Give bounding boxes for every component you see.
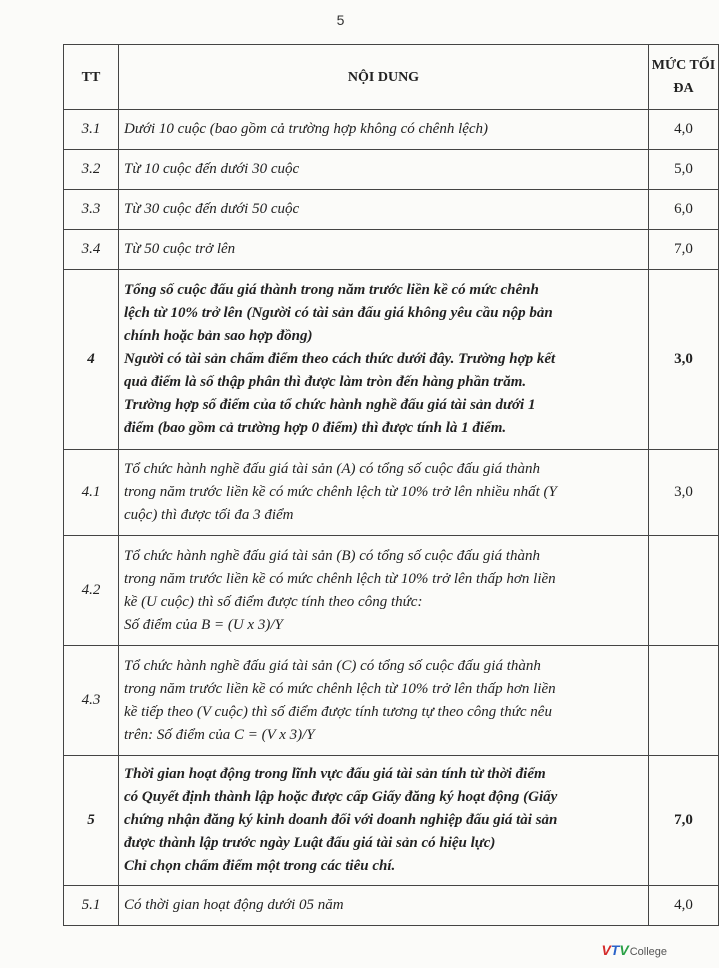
row-max-score: 7,0	[649, 756, 719, 886]
row-content	[119, 270, 649, 450]
row-number: 5	[64, 756, 119, 886]
header-tt: TT	[64, 45, 119, 110]
table-row	[64, 756, 719, 886]
row-content	[119, 536, 649, 646]
content-line: Có thời gian hoạt động dưới 05 năm	[124, 897, 344, 913]
row-number: 4.2	[64, 536, 119, 646]
table-header-row	[64, 45, 719, 110]
row-max-score: 3,0	[649, 450, 719, 536]
content-line: trong năm trước liền kề có mức chênh lệch từ 10% trở lên nhiều nhất (Y	[124, 484, 557, 500]
row-content	[119, 450, 649, 536]
content-line: Từ 50 cuộc trở lên	[124, 241, 236, 257]
logo-letter: V	[601, 942, 611, 958]
table-row	[64, 886, 719, 926]
row-number: 5.1	[64, 886, 119, 926]
header-max-score	[649, 45, 719, 110]
header-max-line2: ĐA	[673, 81, 694, 96]
row-number: 3.2	[64, 150, 119, 190]
table-row	[64, 230, 719, 270]
row-number: 4.3	[64, 646, 119, 756]
table-row	[64, 190, 719, 230]
content-line: Số điểm của B = (U x 3)/Y	[124, 616, 283, 633]
row-max-score: 4,0	[649, 886, 719, 926]
table-row	[64, 536, 719, 646]
content-line: Từ 10 cuộc đến dưới 30 cuộc	[124, 161, 300, 177]
row-content	[119, 150, 649, 190]
page-number: 5	[336, 12, 345, 28]
row-number: 3.3	[64, 190, 119, 230]
content-line: được thành lập trước ngày Luật đấu giá tài sản có hiệu lực)	[124, 835, 496, 851]
table-row	[64, 110, 719, 150]
row-content	[119, 110, 649, 150]
row-max-score	[649, 536, 719, 646]
row-content	[119, 190, 649, 230]
logo-letter: T	[610, 942, 620, 958]
row-max-score: 7,0	[649, 230, 719, 270]
content-line: trên: Số điểm của C = (V x 3)/Y	[124, 726, 315, 743]
row-max-score: 3,0	[649, 270, 719, 450]
table-row	[64, 646, 719, 756]
content-line: lệch từ 10% trở lên (Người có tài sản đấu giá không yêu cầu nộp bản	[124, 305, 553, 321]
table-row	[64, 150, 719, 190]
header-max-line1: MỨC TỐI	[651, 58, 716, 73]
row-content	[119, 756, 649, 886]
row-content	[119, 886, 649, 926]
content-line: Tổ chức hành nghề đấu giá tài sản (B) có tổng số cuộc đấu giá thành	[124, 547, 541, 564]
content-line: điểm (bao gồm cả trường hợp 0 điểm) thì được tính là 1 điểm.	[124, 420, 507, 436]
content-line: trong năm trước liền kề có mức chênh lệch từ 10% trở lên thấp hơn liền	[124, 680, 556, 697]
row-number: 4	[64, 270, 119, 450]
content-line: cuộc) thì được tối đa 3 điểm	[124, 507, 294, 523]
header-content: NỘI DUNG	[119, 45, 649, 110]
criteria-table	[63, 44, 719, 926]
row-number: 4.1	[64, 450, 119, 536]
row-number: 3.4	[64, 230, 119, 270]
content-line: kề tiếp theo (V cuộc) thì số điểm được tính tương tự theo công thức nêu	[124, 703, 552, 720]
row-number: 3.1	[64, 110, 119, 150]
content-line: Thời gian hoạt động trong lĩnh vực đấu giá tài sản tính từ thời điểm	[124, 766, 546, 782]
logo-suffix: College	[629, 946, 667, 958]
table-row	[64, 450, 719, 536]
vtv-college-watermark-logo	[601, 942, 667, 958]
table-row	[64, 270, 719, 450]
content-line: Chỉ chọn chấm điểm một trong các tiêu chí.	[124, 858, 396, 874]
row-max-score: 5,0	[649, 150, 719, 190]
content-line: trong năm trước liền kề có mức chênh lệch từ 10% trở lên thấp hơn liền	[124, 570, 556, 587]
content-line: Dưới 10 cuộc (bao gồm cả trường hợp không có chênh lệch)	[124, 121, 489, 137]
content-line: quả điểm là số thập phân thì được làm tròn đến hàng phần trăm.	[124, 374, 527, 390]
content-line: Tổ chức hành nghề đấu giá tài sản (A) có tổng số cuộc đấu giá thành	[124, 461, 541, 477]
content-line: Người có tài sản chấm điểm theo cách thức dưới đây. Trường hợp kết	[124, 351, 556, 367]
content-line: Trường hợp số điểm của tổ chức hành nghề đấu giá tài sản dưới 1	[124, 397, 536, 413]
content-line: chính hoặc bản sao hợp đồng)	[124, 328, 313, 344]
logo-letter: V	[619, 942, 629, 958]
row-max-score	[649, 646, 719, 756]
row-content	[119, 230, 649, 270]
content-line: kề (U cuộc) thì số điểm được tính theo công thức:	[124, 593, 423, 610]
content-line: chứng nhận đăng ký kinh doanh đối với doanh nghiệp đấu giá tài sản	[124, 812, 558, 828]
row-max-score: 4,0	[649, 110, 719, 150]
content-line: Từ 30 cuộc đến dưới 50 cuộc	[124, 201, 300, 217]
content-line: Tổ chức hành nghề đấu giá tài sản (C) có tổng số cuộc đấu giá thành	[124, 657, 541, 674]
row-content	[119, 646, 649, 756]
content-line: Tổng số cuộc đấu giá thành trong năm trước liền kề có mức chênh	[124, 282, 539, 298]
content-line: có Quyết định thành lập hoặc được cấp Giấy đăng ký hoạt động (Giấy	[124, 789, 558, 805]
row-max-score: 6,0	[649, 190, 719, 230]
